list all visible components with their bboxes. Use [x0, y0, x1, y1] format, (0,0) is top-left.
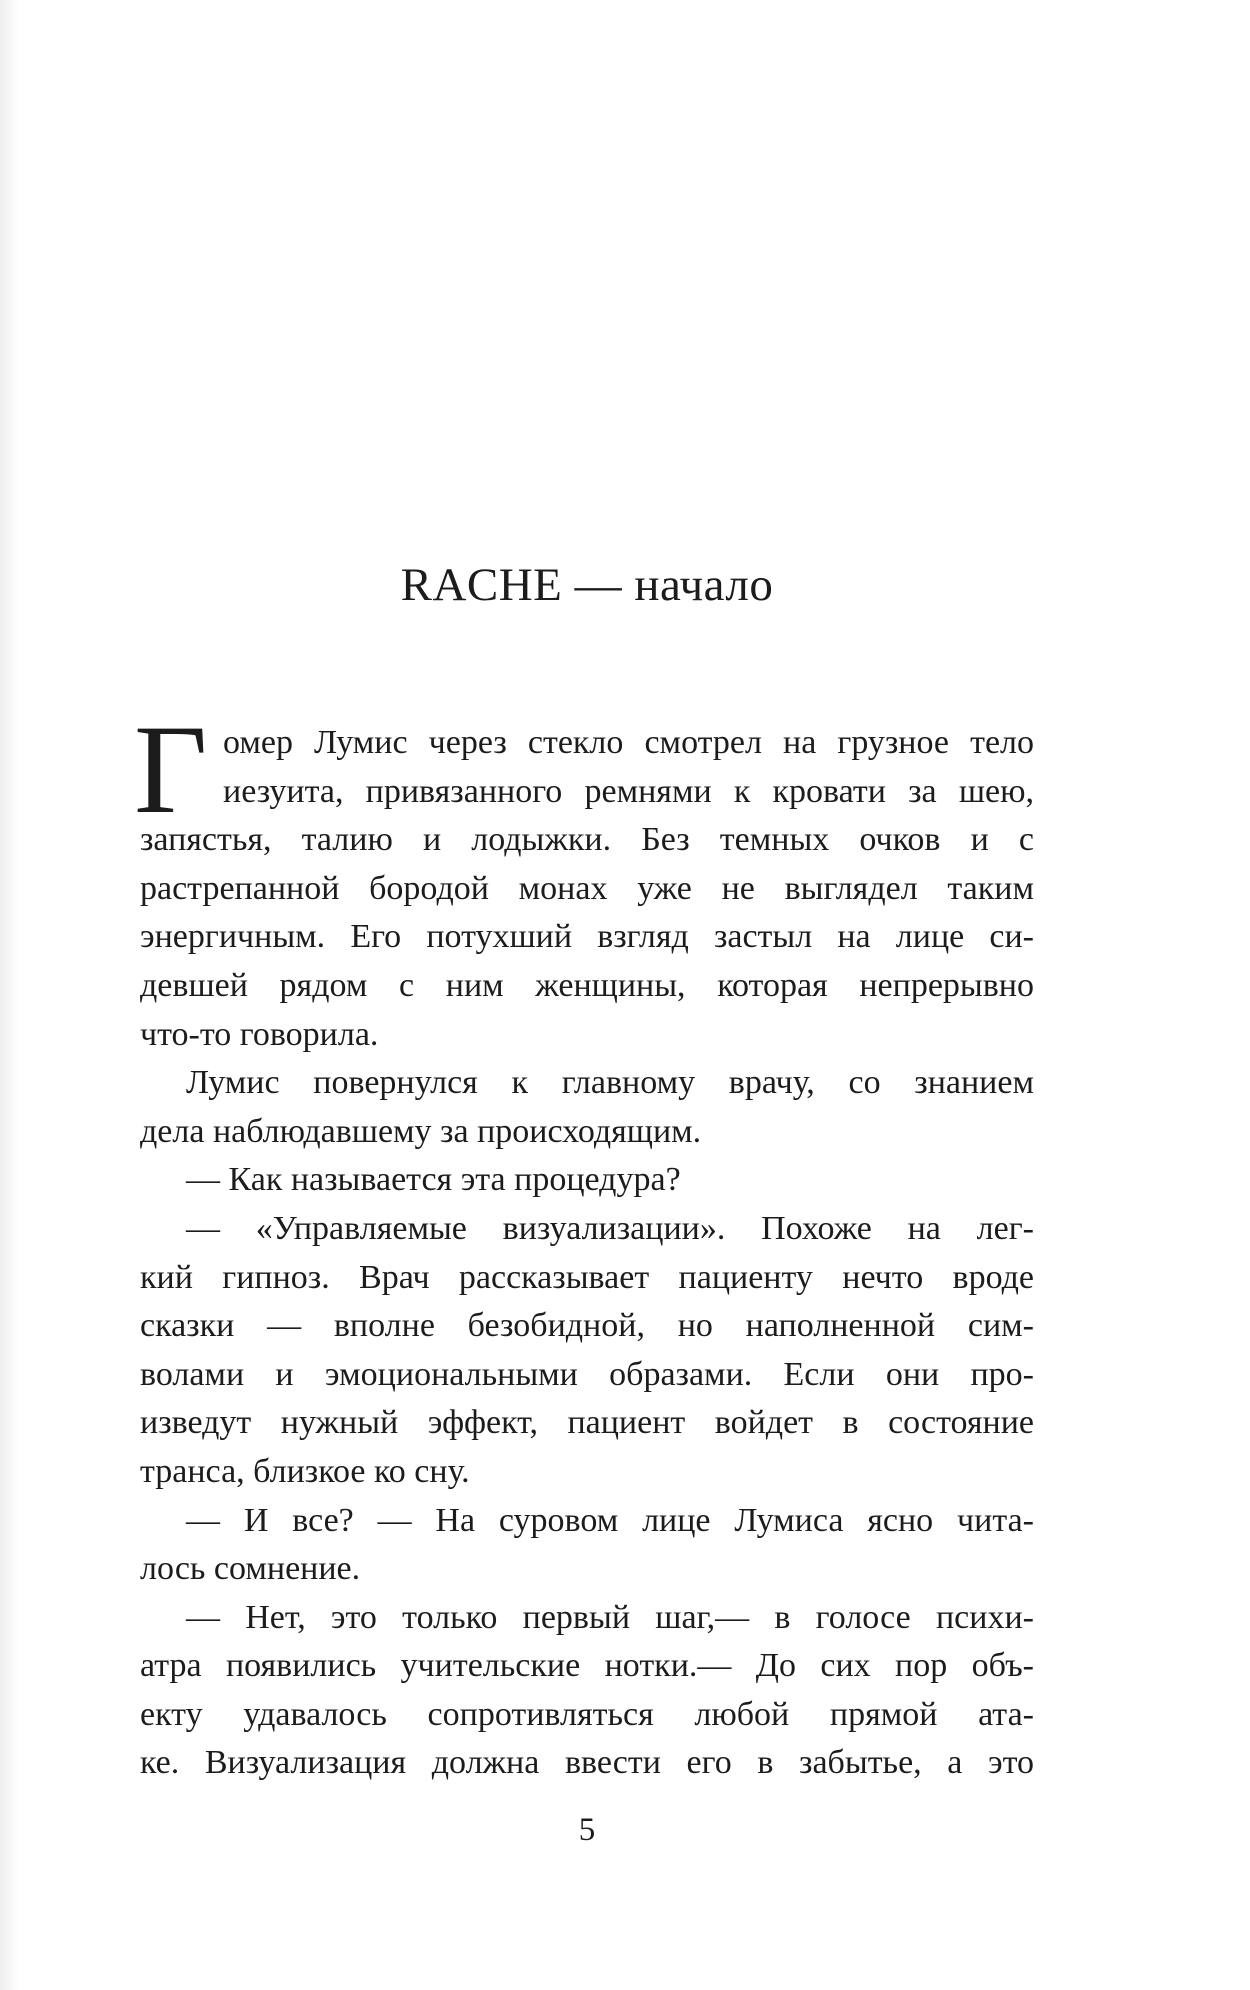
chapter-title: RACHE — начало: [400, 559, 774, 611]
text-line: транса, близкое ко сну.: [140, 1452, 470, 1490]
text-line: что-то говорила.: [140, 1015, 379, 1053]
text-line: — «Управляемые визуализации». Похоже на лег-: [186, 1209, 1034, 1247]
text-line: сказки — вполне безобидной, но наполненной сим-: [140, 1307, 1034, 1345]
text-line: ке. Визуализация должна ввести его в забытье, а это: [140, 1744, 1034, 1782]
drop-cap: Г: [134, 700, 208, 840]
text-line: волами и эмоциональными образами. Если они про-: [140, 1355, 1034, 1393]
text-line: растрепанной бородой монах уже не выглядел таким: [140, 869, 1034, 907]
text-line: запястья, талию и лодыжки. Без темных очков и с: [140, 821, 1034, 859]
page-edge-shadow: [0, 0, 20, 1990]
text-line: лось сомнение.: [140, 1550, 361, 1588]
book-page: [134, 0, 1034, 1990]
text-line: энергичным. Его потухший взгляд застыл на лице си-: [140, 918, 1034, 956]
text-line: — Нет, это только первый шаг,— в голосе психи-: [186, 1598, 1034, 1636]
text-line: екту удавалось сопротивляться любой прямой ата-: [140, 1695, 1034, 1733]
page-number: 5: [578, 1812, 596, 1848]
text-line: омер Лумис через стекло смотрел на грузное тело: [223, 724, 1034, 761]
text-line: Лумис повернулся к главному врачу, со знанием: [186, 1064, 1034, 1102]
body-text: [134, 700, 1034, 1788]
text-line: девшей рядом с ним женщины, которая непрерывно: [140, 966, 1034, 1004]
text-line: иезуита, привязанного ремнями к кровати за шею,: [223, 772, 1034, 810]
text-line: кий гипноз. Врач рассказывает пациенту нечто вроде: [140, 1258, 1034, 1296]
text-line: дела наблюдавшему за происходящим.: [140, 1112, 702, 1150]
text-line: изведут нужный эффект, пациент войдет в состояние: [140, 1404, 1034, 1442]
text-line: — Как называется эта процедура?: [186, 1161, 681, 1199]
text-line: атра появились учительские нотки.— До сих пор объ-: [140, 1647, 1034, 1685]
text-line: — И все? — На суровом лице Лумиса ясно чита-: [186, 1501, 1034, 1539]
